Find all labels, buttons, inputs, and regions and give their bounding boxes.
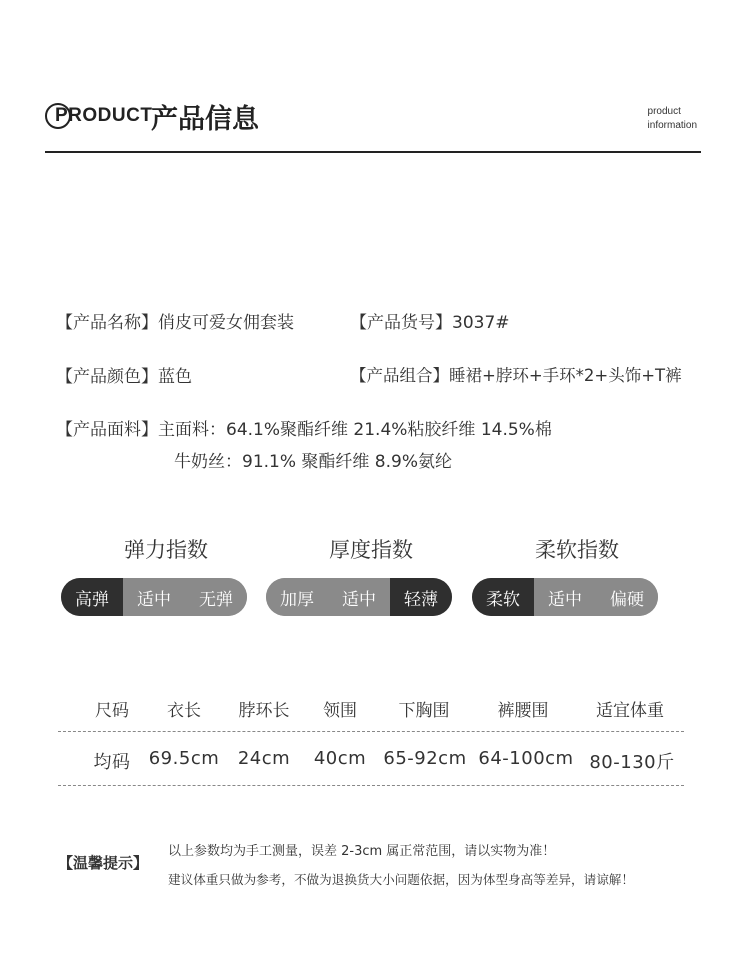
cell-collar-length: 24cm: [237, 748, 291, 769]
header-underbust: 下胸围: [398, 701, 450, 721]
color-label: 【产品颜色】: [56, 367, 158, 387]
header-subtitle: [648, 105, 697, 133]
header-size: 尺码: [95, 701, 129, 721]
tips-label: 【温馨提示】: [58, 854, 149, 872]
softness-option-hard: 偏硬: [596, 578, 658, 616]
header-collar-length: 脖环长: [238, 701, 290, 721]
info-code: [350, 308, 510, 333]
page-title: 产品信息: [151, 104, 259, 135]
header-waist: 裤腰围: [497, 701, 549, 721]
thickness-option-thick: 加厚: [266, 578, 328, 616]
header-length: 衣长: [167, 701, 201, 721]
header-weight: 适宜体重: [596, 701, 664, 721]
color-value: 蓝色: [158, 367, 192, 387]
info-color: [56, 362, 192, 387]
combo-label: 【产品组合】: [350, 366, 449, 385]
subtitle-line1: product: [647, 106, 681, 117]
cell-neck: 40cm: [313, 748, 367, 769]
info-combo: [350, 362, 682, 386]
header-neck: 领围: [323, 701, 357, 721]
cell-waist: 64-100cm: [478, 748, 574, 769]
code-label: 【产品货号】: [350, 313, 452, 333]
table-divider-bottom: [58, 785, 684, 786]
tips-line1: 以上参数均为手工测量，误差 2-3cm 属正常范围，请以实物为准！: [168, 844, 556, 859]
name-value: 俏皮可爱女佣套装: [158, 313, 294, 333]
code-value: 3037#: [452, 313, 510, 333]
info-fabric-line2: 牛奶丝：91.1% 聚酯纤维 8.9%氨纶: [174, 452, 453, 472]
elasticity-scale: [61, 578, 247, 616]
softness-option-soft: 柔软: [472, 578, 534, 616]
logo-text: PRODUCT: [55, 105, 153, 126]
info-name: [56, 308, 294, 333]
product-logo: [45, 101, 153, 131]
tips-line2: 建议体重只做为参考，不做为退换货大小问题依据，因为体型身高等差异，请谅解！: [168, 872, 634, 887]
name-label: 【产品名称】: [56, 313, 158, 333]
thickness-option-thin: 轻薄: [390, 578, 452, 616]
softness-option-medium: 适中: [534, 578, 596, 616]
thickness-title: 厚度指数: [329, 538, 413, 562]
size-table-header: [60, 688, 684, 728]
cell-weight: 80-130斤: [589, 752, 675, 773]
table-divider-top: [58, 731, 684, 732]
elasticity-option-high: 高弹: [61, 578, 123, 616]
cell-length: 69.5cm: [148, 748, 220, 769]
elasticity-title: 弹力指数: [124, 538, 208, 562]
thickness-scale: [266, 578, 452, 616]
elasticity-option-none: 无弹: [185, 578, 247, 616]
softness-title: 柔软指数: [535, 538, 619, 562]
combo-value: 睡裙+脖环+手环*2+头饰+T裤: [449, 366, 682, 385]
header-divider: [45, 151, 701, 153]
fabric-line1: 主面料：64.1%聚酯纤维 21.4%粘胶纤维 14.5%棉: [158, 420, 552, 440]
elasticity-option-medium: 适中: [123, 578, 185, 616]
thickness-option-medium: 适中: [328, 578, 390, 616]
subtitle-line2: information: [647, 120, 697, 131]
fabric-label: 【产品面料】: [56, 420, 158, 440]
header: [45, 95, 701, 153]
size-table-row: [60, 740, 684, 780]
info-fabric: [56, 415, 552, 440]
softness-scale: [472, 578, 658, 616]
cell-size: 均码: [93, 752, 131, 773]
cell-underbust: 65-92cm: [383, 748, 467, 769]
